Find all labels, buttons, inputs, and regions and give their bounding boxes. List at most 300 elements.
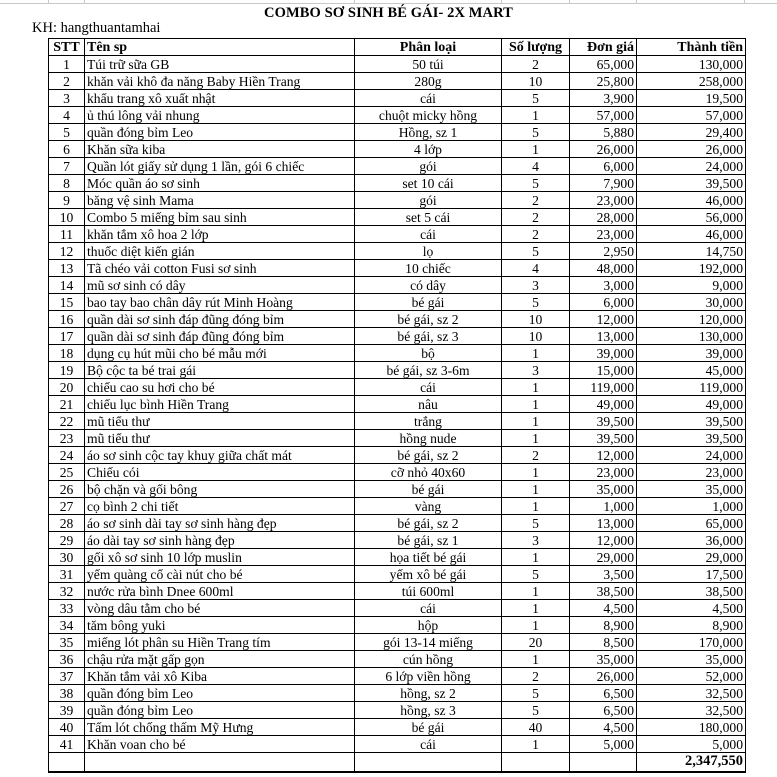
header-quantity: Số lượng xyxy=(502,39,570,56)
cell-unit-price: 57,000 xyxy=(570,107,637,124)
cell-variant: cún hồng xyxy=(355,651,502,668)
cell-stt: 32 xyxy=(49,583,85,600)
cell-quantity: 1 xyxy=(502,481,570,498)
cell-unit-price: 119,000 xyxy=(570,379,637,396)
table-row xyxy=(49,447,746,464)
cell-stt: 3 xyxy=(49,90,85,107)
cell-variant: bé gái xyxy=(355,719,502,736)
cell-quantity: 1 xyxy=(502,600,570,617)
cell-unit-price: 26,000 xyxy=(570,141,637,158)
cell-quantity: 20 xyxy=(502,634,570,651)
cell-line-total: 17,500 xyxy=(637,566,746,583)
cell-line-total: 32,500 xyxy=(637,685,746,702)
table-row xyxy=(49,345,746,362)
cell-stt: 13 xyxy=(49,260,85,277)
cell-unit-price: 1,000 xyxy=(570,498,637,515)
cell-stt: 29 xyxy=(49,532,85,549)
cell-product-name: mũ tiểu thư xyxy=(85,430,355,447)
cell-quantity: 1 xyxy=(502,464,570,481)
cell-product-name: băng vệ sinh Mama xyxy=(85,192,355,209)
cell-unit-price: 23,000 xyxy=(570,192,637,209)
cell-variant: cái xyxy=(355,226,502,243)
table-row xyxy=(49,260,746,277)
cell-stt: 33 xyxy=(49,600,85,617)
cell-unit-price: 48,000 xyxy=(570,260,637,277)
header-stt: STT xyxy=(49,39,85,56)
cell-variant: hồng nude xyxy=(355,430,502,447)
table-row xyxy=(49,515,746,532)
cell-unit-price: 15,000 xyxy=(570,362,637,379)
cell-variant: gói 13-14 miếng xyxy=(355,634,502,651)
cell-stt: 36 xyxy=(49,651,85,668)
cell-quantity: 5 xyxy=(502,175,570,192)
cell-line-total: 49,000 xyxy=(637,396,746,413)
cell-product-name: khăn vải khô đa năng Baby Hiền Trang xyxy=(85,73,355,90)
cell-line-total: 29,000 xyxy=(637,549,746,566)
document-title: COMBO SƠ SINH BÉ GÁI- 2X MART xyxy=(264,5,513,21)
cell-line-total: 119,000 xyxy=(637,379,746,396)
cell-unit-price: 13,000 xyxy=(570,328,637,345)
cell-product-name: bao tay bao chân dây rút Minh Hoàng xyxy=(85,294,355,311)
cell-product-name: tăm bông yuki xyxy=(85,617,355,634)
cell-quantity: 3 xyxy=(502,362,570,379)
cell-unit-price: 39,500 xyxy=(570,413,637,430)
cell-line-total: 1,000 xyxy=(637,498,746,515)
cell-unit-price: 8,900 xyxy=(570,617,637,634)
cell-stt: 8 xyxy=(49,175,85,192)
cell-product-name: cọ bình 2 chi tiết xyxy=(85,498,355,515)
cell-variant: cái xyxy=(355,736,502,753)
cell-product-name: quần đóng bỉm Leo xyxy=(85,685,355,702)
cell-empty xyxy=(355,753,502,772)
header-variant: Phân loại xyxy=(355,39,502,56)
cell-stt: 5 xyxy=(49,124,85,141)
cell-variant: hồng, sz 3 xyxy=(355,702,502,719)
cell-variant: bé gái, sz 3-6m xyxy=(355,362,502,379)
cell-line-total: 38,500 xyxy=(637,583,746,600)
cell-stt: 2 xyxy=(49,73,85,90)
table-body xyxy=(49,56,746,753)
cell-line-total: 29,400 xyxy=(637,124,746,141)
cell-product-name: áo dài tay sơ sinh hàng đẹp xyxy=(85,532,355,549)
header-product-name: Tên sp xyxy=(85,39,355,56)
cell-quantity: 1 xyxy=(502,345,570,362)
cell-product-name: khăn tắm xô hoa 2 lớp xyxy=(85,226,355,243)
cell-quantity: 3 xyxy=(502,277,570,294)
spreadsheet-gridlines xyxy=(0,0,777,4)
cell-unit-price: 8,500 xyxy=(570,634,637,651)
cell-quantity: 2 xyxy=(502,668,570,685)
cell-variant: họa tiết bé gái xyxy=(355,549,502,566)
table-row xyxy=(49,651,746,668)
cell-quantity: 5 xyxy=(502,702,570,719)
cell-unit-price: 39,500 xyxy=(570,430,637,447)
cell-product-name: Quần lót giấy sử dụng 1 lần, gói 6 chiếc xyxy=(85,158,355,175)
cell-unit-price: 23,000 xyxy=(570,226,637,243)
cell-quantity: 40 xyxy=(502,719,570,736)
cell-variant: gói xyxy=(355,192,502,209)
cell-variant: bé gái xyxy=(355,294,502,311)
cell-variant: bé gái, sz 1 xyxy=(355,532,502,549)
cell-line-total: 46,000 xyxy=(637,226,746,243)
cell-line-total: 39,500 xyxy=(637,430,746,447)
cell-quantity: 5 xyxy=(502,124,570,141)
cell-unit-price: 6,000 xyxy=(570,158,637,175)
cell-variant: túi 600ml xyxy=(355,583,502,600)
cell-stt: 23 xyxy=(49,430,85,447)
cell-line-total: 39,500 xyxy=(637,413,746,430)
cell-unit-price: 3,900 xyxy=(570,90,637,107)
cell-variant: vàng xyxy=(355,498,502,515)
header-line-total: Thành tiền xyxy=(637,39,746,56)
cell-variant: bé gái xyxy=(355,481,502,498)
cell-product-name: bộ chặn và gối bông xyxy=(85,481,355,498)
table-row xyxy=(49,311,746,328)
cell-product-name: dụng cụ hút mũi cho bé mẫu mới xyxy=(85,345,355,362)
cell-stt: 37 xyxy=(49,668,85,685)
cell-quantity: 4 xyxy=(502,158,570,175)
table-row xyxy=(49,685,746,702)
table-row xyxy=(49,668,746,685)
cell-quantity: 1 xyxy=(502,736,570,753)
cell-stt: 10 xyxy=(49,209,85,226)
cell-variant: set 5 cái xyxy=(355,209,502,226)
cell-product-name: chiếu lục bình Hiền Trang xyxy=(85,396,355,413)
cell-quantity: 5 xyxy=(502,294,570,311)
cell-quantity: 2 xyxy=(502,56,570,73)
cell-line-total: 45,000 xyxy=(637,362,746,379)
cell-line-total: 32,500 xyxy=(637,702,746,719)
cell-line-total: 57,000 xyxy=(637,107,746,124)
table-row xyxy=(49,396,746,413)
cell-line-total: 180,000 xyxy=(637,719,746,736)
cell-unit-price: 4,500 xyxy=(570,600,637,617)
cell-unit-price: 35,000 xyxy=(570,651,637,668)
table-row xyxy=(49,107,746,124)
cell-variant: bộ xyxy=(355,345,502,362)
cell-unit-price: 5,000 xyxy=(570,736,637,753)
cell-product-name: chậu rửa mặt gấp gọn xyxy=(85,651,355,668)
cell-line-total: 39,000 xyxy=(637,345,746,362)
cell-quantity: 1 xyxy=(502,396,570,413)
cell-variant: nâu xyxy=(355,396,502,413)
cell-quantity: 2 xyxy=(502,192,570,209)
table-row xyxy=(49,413,746,430)
customer-label: KH: hangthuantamhai xyxy=(32,20,161,36)
cell-variant: bé gái, sz 2 xyxy=(355,515,502,532)
cell-variant: set 10 cái xyxy=(355,175,502,192)
table-row xyxy=(49,328,746,345)
table-row xyxy=(49,379,746,396)
cell-stt: 18 xyxy=(49,345,85,362)
cell-variant: cái xyxy=(355,90,502,107)
cell-quantity: 3 xyxy=(502,532,570,549)
cell-variant: bé gái, sz 2 xyxy=(355,447,502,464)
cell-stt: 14 xyxy=(49,277,85,294)
table-row xyxy=(49,600,746,617)
table-row xyxy=(49,73,746,90)
table-row xyxy=(49,124,746,141)
cell-unit-price: 6,000 xyxy=(570,294,637,311)
table-row xyxy=(49,141,746,158)
grand-total-value: 2,347,550 xyxy=(637,753,746,772)
cell-product-name: Khăn sữa kiba xyxy=(85,141,355,158)
grand-total-row xyxy=(49,753,746,772)
table-row xyxy=(49,90,746,107)
cell-stt: 34 xyxy=(49,617,85,634)
cell-quantity: 10 xyxy=(502,328,570,345)
cell-line-total: 36,000 xyxy=(637,532,746,549)
cell-unit-price: 23,000 xyxy=(570,464,637,481)
cell-unit-price: 7,900 xyxy=(570,175,637,192)
cell-quantity: 2 xyxy=(502,226,570,243)
table-row xyxy=(49,158,746,175)
cell-variant: Hồng, sz 1 xyxy=(355,124,502,141)
cell-quantity: 1 xyxy=(502,549,570,566)
cell-unit-price: 4,500 xyxy=(570,719,637,736)
table-row xyxy=(49,56,746,73)
cell-variant: 4 lớp xyxy=(355,141,502,158)
table-row xyxy=(49,736,746,753)
cell-unit-price: 2,950 xyxy=(570,243,637,260)
table-row xyxy=(49,498,746,515)
header-unit-price: Đơn giá xyxy=(570,39,637,56)
cell-product-name: Móc quần áo sơ sinh xyxy=(85,175,355,192)
cell-product-name: vòng dâu tằm cho bé xyxy=(85,600,355,617)
cell-stt: 6 xyxy=(49,141,85,158)
cell-variant: trắng xyxy=(355,413,502,430)
table-row xyxy=(49,583,746,600)
cell-stt: 4 xyxy=(49,107,85,124)
cell-quantity: 2 xyxy=(502,447,570,464)
table-row xyxy=(49,192,746,209)
cell-stt: 28 xyxy=(49,515,85,532)
cell-quantity: 1 xyxy=(502,617,570,634)
cell-quantity: 1 xyxy=(502,413,570,430)
cell-stt: 39 xyxy=(49,702,85,719)
cell-stt: 15 xyxy=(49,294,85,311)
cell-stt: 9 xyxy=(49,192,85,209)
cell-line-total: 24,000 xyxy=(637,158,746,175)
table-row xyxy=(49,464,746,481)
cell-product-name: Chiếu cói xyxy=(85,464,355,481)
cell-stt: 22 xyxy=(49,413,85,430)
cell-product-name: mũ sơ sinh có dây xyxy=(85,277,355,294)
cell-line-total: 24,000 xyxy=(637,447,746,464)
cell-line-total: 9,000 xyxy=(637,277,746,294)
cell-stt: 1 xyxy=(49,56,85,73)
cell-line-total: 56,000 xyxy=(637,209,746,226)
cell-stt: 16 xyxy=(49,311,85,328)
cell-unit-price: 13,000 xyxy=(570,515,637,532)
cell-unit-price: 25,800 xyxy=(570,73,637,90)
cell-unit-price: 5,880 xyxy=(570,124,637,141)
cell-unit-price: 39,000 xyxy=(570,345,637,362)
cell-empty xyxy=(85,753,355,772)
cell-unit-price: 38,500 xyxy=(570,583,637,600)
cell-quantity: 5 xyxy=(502,243,570,260)
cell-product-name: Tã chéo vải cotton Fusi sơ sinh xyxy=(85,260,355,277)
table-row xyxy=(49,362,746,379)
cell-line-total: 192,000 xyxy=(637,260,746,277)
cell-line-total: 52,000 xyxy=(637,668,746,685)
cell-variant: bé gái, sz 2 xyxy=(355,311,502,328)
cell-stt: 38 xyxy=(49,685,85,702)
cell-line-total: 130,000 xyxy=(637,328,746,345)
cell-variant: cái xyxy=(355,600,502,617)
cell-product-name: quần dài sơ sinh đáp đũng đóng bỉm xyxy=(85,328,355,345)
cell-unit-price: 6,500 xyxy=(570,685,637,702)
cell-variant: gói xyxy=(355,158,502,175)
cell-variant: yếm xô bé gái xyxy=(355,566,502,583)
table-row xyxy=(49,566,746,583)
cell-product-name: Túi trữ sữa GB xyxy=(85,56,355,73)
cell-quantity: 4 xyxy=(502,260,570,277)
cell-line-total: 14,750 xyxy=(637,243,746,260)
table-row xyxy=(49,702,746,719)
cell-quantity: 2 xyxy=(502,209,570,226)
cell-product-name: yếm quàng cổ cài nút cho bé xyxy=(85,566,355,583)
cell-stt: 24 xyxy=(49,447,85,464)
order-table xyxy=(48,38,746,773)
cell-line-total: 19,500 xyxy=(637,90,746,107)
cell-quantity: 1 xyxy=(502,498,570,515)
cell-line-total: 35,000 xyxy=(637,651,746,668)
cell-quantity: 1 xyxy=(502,379,570,396)
cell-stt: 20 xyxy=(49,379,85,396)
cell-quantity: 1 xyxy=(502,141,570,158)
cell-unit-price: 3,000 xyxy=(570,277,637,294)
cell-unit-price: 29,000 xyxy=(570,549,637,566)
cell-product-name: quần đóng bỉm Leo xyxy=(85,124,355,141)
cell-line-total: 30,000 xyxy=(637,294,746,311)
cell-unit-price: 12,000 xyxy=(570,532,637,549)
cell-product-name: Khăn voan cho bé xyxy=(85,736,355,753)
cell-stt: 25 xyxy=(49,464,85,481)
table-row xyxy=(49,226,746,243)
cell-unit-price: 65,000 xyxy=(570,56,637,73)
cell-unit-price: 28,000 xyxy=(570,209,637,226)
table-row xyxy=(49,209,746,226)
cell-stt: 7 xyxy=(49,158,85,175)
cell-variant: 6 lớp viền hồng xyxy=(355,668,502,685)
table-row xyxy=(49,481,746,498)
cell-stt: 21 xyxy=(49,396,85,413)
cell-quantity: 10 xyxy=(502,311,570,328)
table-row xyxy=(49,277,746,294)
table-row xyxy=(49,175,746,192)
cell-product-name: áo sơ sinh cộc tay khuy giữa chất mát xyxy=(85,447,355,464)
cell-empty xyxy=(49,753,85,772)
cell-product-name: ủ thú lông vải nhung xyxy=(85,107,355,124)
cell-variant: hồng, sz 2 xyxy=(355,685,502,702)
cell-product-name: miếng lót phân su Hiền Trang tím xyxy=(85,634,355,651)
cell-line-total: 39,500 xyxy=(637,175,746,192)
cell-product-name: Tấm lót chống thấm Mỹ Hưng xyxy=(85,719,355,736)
cell-variant: 50 túi xyxy=(355,56,502,73)
cell-variant: 10 chiếc xyxy=(355,260,502,277)
cell-line-total: 5,000 xyxy=(637,736,746,753)
cell-product-name: khẩu trang xô xuất nhật xyxy=(85,90,355,107)
cell-unit-price: 6,500 xyxy=(570,702,637,719)
table-row xyxy=(49,719,746,736)
cell-line-total: 120,000 xyxy=(637,311,746,328)
table-row xyxy=(49,617,746,634)
cell-variant: lọ xyxy=(355,243,502,260)
table-row xyxy=(49,549,746,566)
cell-unit-price: 26,000 xyxy=(570,668,637,685)
cell-variant: hộp xyxy=(355,617,502,634)
cell-product-name: quần dài sơ sinh đáp đũng đóng bỉm xyxy=(85,311,355,328)
cell-product-name: Combo 5 miếng bỉm sau sinh xyxy=(85,209,355,226)
cell-variant: có dây xyxy=(355,277,502,294)
cell-stt: 35 xyxy=(49,634,85,651)
cell-line-total: 65,000 xyxy=(637,515,746,532)
cell-quantity: 1 xyxy=(502,107,570,124)
cell-stt: 19 xyxy=(49,362,85,379)
cell-product-name: quần đóng bỉm Leo xyxy=(85,702,355,719)
cell-variant: cỡ nhỏ 40x60 xyxy=(355,464,502,481)
cell-product-name: áo sơ sinh dài tay sơ sinh hàng đẹp xyxy=(85,515,355,532)
cell-product-name: nước rửa bình Dnee 600ml xyxy=(85,583,355,600)
cell-unit-price: 3,500 xyxy=(570,566,637,583)
cell-line-total: 8,900 xyxy=(637,617,746,634)
cell-quantity: 5 xyxy=(502,90,570,107)
cell-stt: 40 xyxy=(49,719,85,736)
cell-product-name: mũ tiểu thư xyxy=(85,413,355,430)
table-row xyxy=(49,294,746,311)
cell-empty xyxy=(502,753,570,772)
cell-empty xyxy=(570,753,637,772)
cell-unit-price: 12,000 xyxy=(570,311,637,328)
cell-line-total: 130,000 xyxy=(637,56,746,73)
cell-variant: chuột micky hồng xyxy=(355,107,502,124)
cell-stt: 26 xyxy=(49,481,85,498)
cell-line-total: 258,000 xyxy=(637,73,746,90)
table-row xyxy=(49,243,746,260)
cell-product-name: Khăn tắm vải xô Kiba xyxy=(85,668,355,685)
cell-product-name: chiếu cao su hơi cho bé xyxy=(85,379,355,396)
cell-stt: 17 xyxy=(49,328,85,345)
cell-quantity: 1 xyxy=(502,430,570,447)
cell-stt: 31 xyxy=(49,566,85,583)
table-row xyxy=(49,430,746,447)
cell-variant: cái xyxy=(355,379,502,396)
cell-product-name: gối xô sơ sinh 10 lớp muslin xyxy=(85,549,355,566)
cell-line-total: 46,000 xyxy=(637,192,746,209)
cell-variant: bé gái, sz 3 xyxy=(355,328,502,345)
cell-unit-price: 12,000 xyxy=(570,447,637,464)
table-row xyxy=(49,532,746,549)
cell-line-total: 4,500 xyxy=(637,600,746,617)
cell-quantity: 5 xyxy=(502,685,570,702)
cell-line-total: 35,000 xyxy=(637,481,746,498)
cell-quantity: 5 xyxy=(502,566,570,583)
table-row xyxy=(49,634,746,651)
cell-quantity: 10 xyxy=(502,73,570,90)
cell-line-total: 170,000 xyxy=(637,634,746,651)
cell-quantity: 5 xyxy=(502,515,570,532)
cell-unit-price: 35,000 xyxy=(570,481,637,498)
cell-stt: 30 xyxy=(49,549,85,566)
table-header-row xyxy=(49,39,746,56)
cell-quantity: 1 xyxy=(502,583,570,600)
cell-unit-price: 49,000 xyxy=(570,396,637,413)
cell-product-name: thuốc diệt kiến gián xyxy=(85,243,355,260)
cell-line-total: 26,000 xyxy=(637,141,746,158)
cell-quantity: 1 xyxy=(502,651,570,668)
cell-stt: 27 xyxy=(49,498,85,515)
